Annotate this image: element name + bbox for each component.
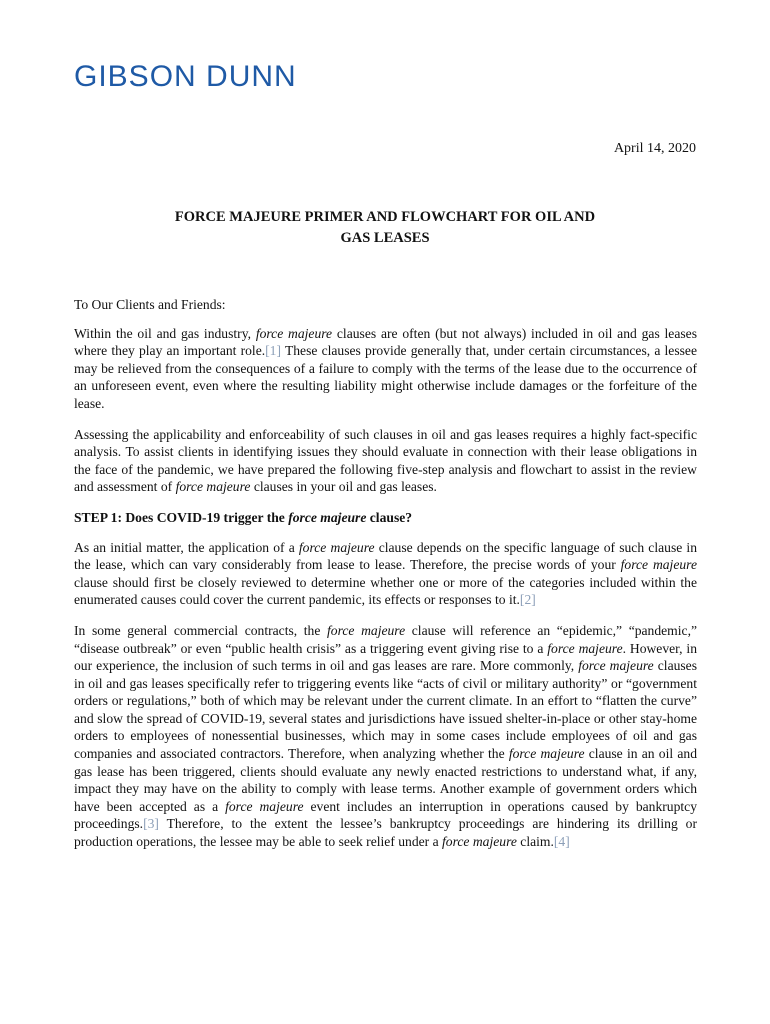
text-run: Therefore, to the extent the lessee’s bankruptcy proceedings are hindering its drilling or production operations, the lessee may be able to seek relief under a (74, 816, 697, 850)
text-run: clauses are often (but not always) included in oil and gas leases where they play an important role. (74, 325, 697, 359)
text-run: clause depends on the specific language of such clause in the lease, which can vary considerably from lease to lease. Therefore, the precise words of your (74, 539, 698, 573)
italic-term: force majeure (298, 539, 375, 555)
title-line-2: GAS LEASES (340, 230, 430, 246)
text-run: In some general commercial contracts, the (74, 622, 328, 638)
text-run: These clauses provide generally that, under certain circumstances, a lessee may be relieved from the consequences of a failure to comply with the terms of the lease due to the occurrence of an unforeseen event, even where the resulting liability might otherwise include damages or the forfeiture of the lease. (74, 343, 697, 411)
footnote-link-3[interactable]: [3] (143, 816, 159, 832)
text-run: Within the oil and gas industry, (74, 325, 256, 341)
text-run: clause in an oil and gas lease has been triggered, clients should evaluate any newly enacted restrictions to understand what, if any, impact they may have on the ability to comply with lease terms. Another example of government orders which have been accepted as a (74, 746, 697, 814)
italic-term: force majeure (547, 640, 623, 656)
text-run: As an initial matter, the application of a (74, 539, 299, 555)
text-run: claim. (516, 834, 554, 850)
step-1-heading (74, 509, 697, 527)
paragraph-intro (74, 325, 697, 413)
italic-term: force majeure (327, 622, 406, 638)
text-run: . However, in our experience, the inclusion of such terms in oil and gas leases are rare. More commonly, (74, 640, 697, 674)
title-line-1: FORCE MAJEURE PRIMER AND FLOWCHART FOR OIL AND (174, 209, 596, 225)
italic-term: force majeure (288, 509, 367, 525)
italic-term: force majeure (255, 325, 333, 341)
text-run: clause will reference an “epidemic,” “pandemic,” “disease outbreak” or even “public health crisis” as a triggering event giving rise to a (74, 622, 697, 656)
italic-term: force majeure (578, 658, 654, 674)
italic-term: force majeure (225, 798, 304, 814)
salutation: To Our Clients and Friends: (74, 297, 226, 312)
text-run: clause? (366, 509, 413, 525)
footnote-link-2[interactable]: [2] (519, 592, 536, 608)
document-date: April 14, 2020 (613, 141, 696, 156)
italic-term: force majeure (175, 479, 251, 495)
italic-term: force majeure (442, 834, 517, 850)
text-run: clauses in your oil and gas leases. (250, 479, 437, 495)
italic-term: force majeure (620, 557, 697, 573)
text-run: event includes an interruption in operations caused by bankruptcy proceedings. (74, 798, 697, 832)
text-run: clause should first be closely reviewed to determine whether one or more of the categories included within the enumerated causes could cover the current pandemic, its effects or responses to it. (74, 574, 697, 608)
paragraph-initial-matter (74, 539, 697, 609)
text-run: Assessing the applicability and enforceability of such clauses in oil and gas leases requires a highly fact-specific analysis. To assist clients in identifying issues they should evaluate in connection with their lease obligations in the face of the pandemic, we have prepared the following five-step analysis and flowchart to assist in the review and assessment of (74, 426, 697, 495)
firm-logo: GIBSON DUNN (74, 60, 297, 93)
paragraph-commercial-contracts (74, 622, 697, 851)
italic-term: force majeure (508, 746, 585, 762)
footnote-link-4[interactable]: [4] (553, 834, 570, 850)
text-run: STEP 1: Does COVID-19 trigger the (74, 509, 289, 525)
text-run: clauses in oil and gas leases specifically refer to triggering events like “acts of civil or military authority” or “government orders or regulations,” both of which may be relevant under the current climate. In an effort to “flatten the curve” and slow the spread of COVID-19, several states and jurisdictions have issued shelter-in-place or other stay-home orders to employees of nonessential businesses, which may in some cases include employees of oil and gas companies and associated contractors. Therefore, when analyzing whether the (74, 658, 698, 762)
document-title (74, 207, 696, 249)
footnote-link-1[interactable]: [1] (265, 343, 282, 359)
paragraph-analysis (74, 426, 697, 496)
document-body (74, 296, 697, 864)
